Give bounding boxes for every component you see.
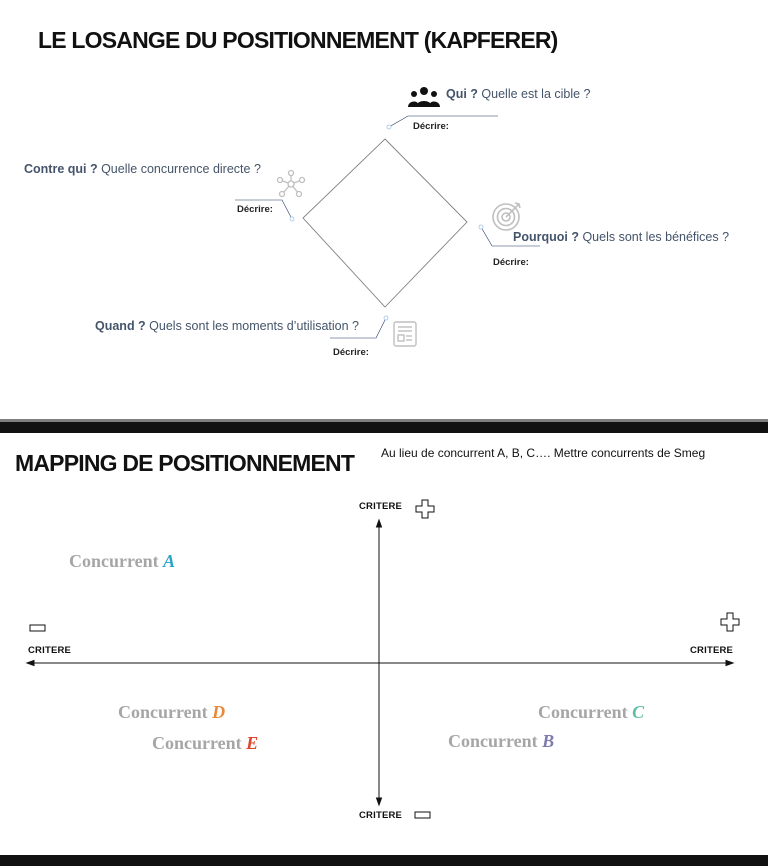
question-bottom (95, 319, 359, 333)
competitor-c-letter: C (632, 702, 645, 722)
losange-diagram (0, 0, 768, 420)
minus-icon-left (29, 624, 47, 632)
competitor-a (69, 551, 175, 572)
question-left-bold: Contre qui ? (24, 162, 98, 176)
question-bottom-bold: Quand ? (95, 319, 146, 333)
people-group-icon (408, 86, 440, 108)
document-icon (392, 320, 420, 348)
decrire-top: Décrire: (413, 121, 449, 132)
mapping-note: Au lieu de concurrent A, B, C…. Mettre concurrents de Smeg (381, 446, 706, 460)
plus-icon-top (415, 499, 435, 519)
network-icon (276, 169, 306, 199)
question-left-text: Quelle concurrence directe ? (97, 162, 261, 176)
question-top-bold: Qui ? (446, 87, 478, 101)
axis-bottom-label: CRITERE (359, 810, 403, 821)
question-left (24, 162, 261, 176)
competitor-b-letter: B (542, 731, 555, 751)
mapping-title: MAPPING DE POSITIONNEMENT (15, 450, 355, 476)
diamond-shape (303, 139, 467, 307)
decrire-right: Décrire: (493, 257, 529, 268)
competitor-e-letter: E (246, 733, 259, 753)
competitor-b (448, 731, 554, 752)
slide-divider (0, 422, 768, 433)
decrire-left: Décrire: (237, 204, 273, 215)
plus-icon-right (720, 612, 740, 632)
minus-icon-bottom (414, 811, 432, 819)
question-right (513, 230, 729, 244)
axis-left-label: CRITERE (28, 645, 72, 656)
question-right-bold: Pourquoi ? (513, 230, 579, 244)
competitor-d (118, 702, 225, 723)
slide-divider-bottom (0, 855, 768, 866)
competitor-b-word: Concurrent (448, 731, 538, 751)
axis-right-label: CRITERE (690, 645, 734, 656)
losange-title: LE LOSANGE DU POSITIONNEMENT (KAPFERER) (38, 27, 558, 53)
competitor-e (152, 733, 258, 754)
target-icon (491, 200, 523, 232)
mapping-axes (0, 433, 768, 853)
competitor-c-word: Concurrent (538, 702, 628, 722)
competitor-d-word: Concurrent (118, 702, 208, 722)
question-right-text: Quels sont les bénéfices ? (578, 230, 730, 244)
competitor-a-letter: A (163, 551, 176, 571)
competitor-a-word: Concurrent (69, 551, 159, 571)
question-bottom-text: Quels sont les moments d’utilisation ? (145, 319, 359, 333)
competitor-e-word: Concurrent (152, 733, 242, 753)
axis-top-label: CRITERE (359, 501, 403, 512)
competitor-d-letter: D (212, 702, 226, 722)
question-top-text: Quelle est la cible ? (477, 87, 591, 101)
decrire-bottom: Décrire: (333, 347, 369, 358)
competitor-c (538, 702, 644, 723)
question-top (446, 87, 591, 101)
